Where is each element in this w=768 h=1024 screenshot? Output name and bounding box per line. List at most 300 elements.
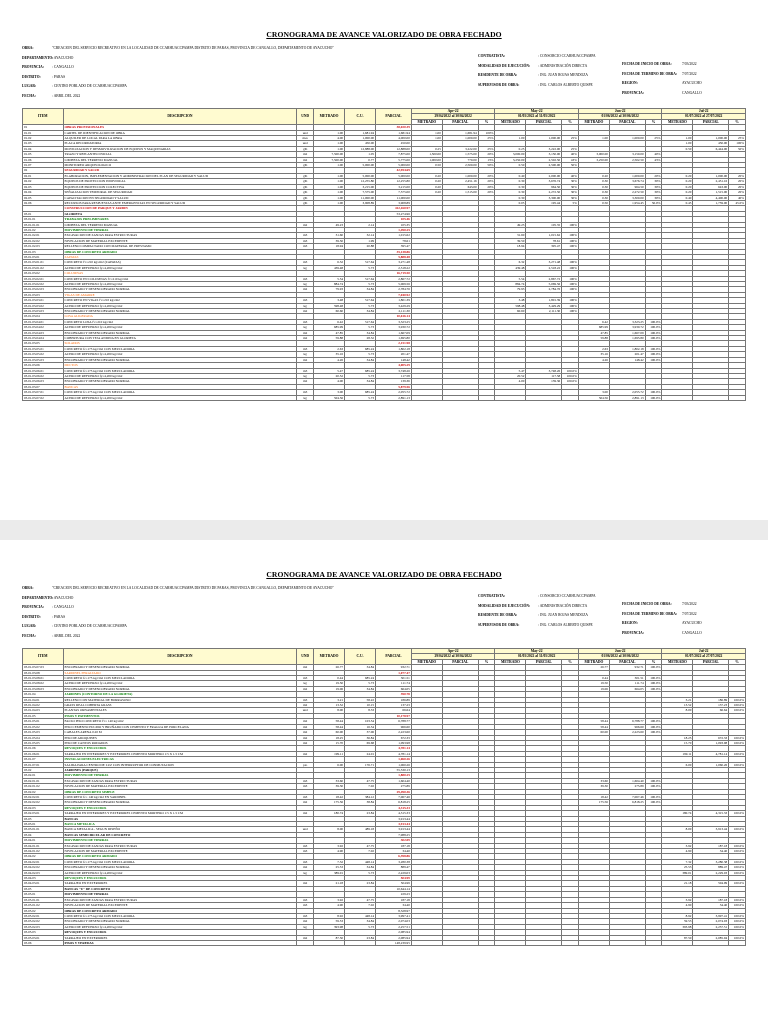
metrado: 1.00	[314, 163, 345, 168]
description: TARRAJEO EN EXTERIORES	[63, 881, 297, 886]
month-metrado: 60.00	[578, 730, 609, 735]
description: CONCRETO fc=175 kg/cm2 CON MEZCLADORA	[63, 346, 297, 351]
item-code: 03.02	[23, 767, 64, 772]
item-code: 03.01.06.01	[23, 751, 64, 756]
month-parcial: 643.00	[693, 184, 729, 189]
month-percent: 30%	[562, 190, 579, 195]
month-percent: 25%	[478, 136, 495, 141]
description: ACERO DE REFUERZO fy=4,200 kg/cm2	[63, 352, 297, 357]
month-parcial: 2,451.16	[693, 179, 729, 184]
item-code: 03.05.03.01	[23, 935, 64, 940]
meta-value: 7/07/2022	[682, 611, 697, 616]
month-parcial: 2,229.03	[693, 870, 729, 875]
month-metrado: 19.50	[578, 681, 609, 686]
parcial: 4,315.33	[376, 805, 412, 810]
meta-row	[22, 605, 74, 609]
metrado: 180.74	[314, 811, 345, 816]
unit: m2	[297, 686, 314, 691]
month-metrado: 20.52	[495, 373, 526, 378]
parcial: 966.60	[376, 724, 412, 729]
meta-label: FECHA DE TERMINO DE OBRA:	[622, 71, 678, 76]
parcial: 10,178.97	[376, 713, 412, 718]
month-header: Apr-22	[411, 109, 495, 114]
parcial: 187.18	[376, 843, 412, 848]
item-code: 03.03.01.01	[23, 827, 64, 832]
month-metrado: 175.56	[578, 800, 609, 805]
item-code: 03.01.03.03	[23, 292, 64, 297]
month-header: Jun-22	[578, 109, 661, 114]
item-code: 03.01.03.07.03	[23, 665, 64, 670]
month-parcial: 504.99	[693, 881, 729, 886]
month-percent: 100.0%	[645, 330, 662, 335]
month-metrado: 1.00	[411, 136, 442, 141]
unit: m2	[297, 735, 314, 740]
unit: kg	[297, 681, 314, 686]
parcial: 2,518.22	[376, 265, 412, 270]
month-metrado: 0.30	[495, 190, 526, 195]
description: REVOQUES Y ENLUCIDOS	[63, 930, 297, 935]
month-metrado: 3.48	[495, 298, 526, 303]
month-parcial: 1,000.00	[693, 136, 729, 141]
parcial: 7,988.25	[376, 832, 412, 837]
unit-cost: 5,000.00	[345, 173, 376, 178]
month-parcial: 4,400.00	[693, 195, 729, 200]
meta-label: FECHA DE INICIO DE OBRA:	[622, 602, 672, 606]
parcial: 4,005.29	[376, 363, 412, 368]
parcial: 3,429.29	[376, 303, 412, 308]
parcial: 5,879.56	[376, 384, 412, 389]
unit-cost: 685.24	[345, 390, 376, 395]
metrado	[314, 940, 345, 945]
description: OBRAS PROVISIONALES	[63, 125, 297, 130]
unit-cost: 5.73	[345, 352, 376, 357]
month-parcial: 2,502.50	[609, 157, 645, 162]
item-code: 03.01.03.06.03	[23, 379, 64, 384]
description: TARRAJEO EN INTERIORES Y EXTERIORES CEMENTO MORTERO 1:5 X 1.5 CM	[63, 811, 297, 816]
item-code: 03.01.03.05.02	[23, 352, 64, 357]
month-parcial: 1,000.00	[442, 136, 478, 141]
month-parcial: 2,867.72	[526, 276, 562, 281]
unit-cost: 0.77	[345, 157, 376, 162]
unit: m2	[297, 865, 314, 870]
parcial: 390.78	[376, 692, 412, 697]
meta-row	[22, 75, 65, 79]
meta-row	[478, 594, 596, 598]
parcial: 29,490.36	[376, 789, 412, 794]
description: PISOS Y VEREDAS	[63, 940, 297, 945]
parcial: 6,818.25	[376, 800, 412, 805]
metrado: 3.92	[314, 897, 345, 902]
month-parcial: 3,930.72	[609, 325, 645, 330]
month-parcial: 889.47	[693, 865, 729, 870]
unit: m2	[297, 152, 314, 157]
item-code: 03.01.03.04	[23, 314, 64, 319]
parcial: 275.89	[376, 784, 412, 789]
meta-value: : ADMINISTRACIÓN DIRECTA	[538, 603, 588, 608]
month-parcial: 2,272.50	[609, 190, 645, 195]
metrado: 18.25	[314, 735, 345, 740]
parcial: 10,644.14	[376, 886, 412, 891]
unit-cost: 5.73	[345, 924, 376, 929]
month-parcial: 4,781.14	[693, 751, 729, 756]
month-percent: 100.0%	[729, 762, 746, 767]
metrado: 33.60	[314, 778, 345, 783]
description: JARDINES (CONTORNO DE LA GLORIETA)	[63, 692, 297, 697]
month-percent: 30%	[645, 190, 662, 195]
month-parcial: 2,000.00	[526, 173, 562, 178]
item-code: 03.01.04.03	[23, 708, 64, 713]
description: LOSA ALIGERADA	[63, 314, 297, 319]
month-parcial: 2,502.50	[526, 157, 562, 162]
parcial: 395.47	[376, 244, 412, 249]
meta-label: DISTRITO:	[22, 74, 41, 79]
item-code: 03.01.03.01	[23, 254, 64, 259]
month-percent: 20%	[729, 184, 746, 189]
unit-cost: 103.54	[345, 719, 376, 724]
month-parcial: 1,802.18	[609, 346, 645, 351]
month-metrado: 1,500.00	[411, 152, 442, 157]
month-metrado: 3.21	[662, 697, 693, 702]
parcial: 5,000.00	[376, 173, 412, 178]
unit-cost: 47.75	[345, 778, 376, 783]
meta-value: : PARAS	[52, 614, 66, 619]
description: MOVIMIENTO DE TIERRAS	[63, 892, 297, 897]
table-row	[23, 940, 746, 945]
meta-row	[22, 46, 334, 50]
meta-row	[22, 615, 65, 619]
month-metrado	[411, 940, 442, 945]
meta-row	[22, 56, 73, 60]
month-percent: 100.0%	[729, 870, 746, 875]
unit-cost: 685.24	[345, 676, 376, 681]
unit: m2	[297, 222, 314, 227]
month-metrado: 393.98	[662, 924, 693, 929]
unit-cost: 36.84	[345, 735, 376, 740]
month-parcial: 6,788.77	[609, 719, 645, 724]
month-metrado: 60.60	[495, 309, 526, 314]
metrado: 59.53	[314, 919, 345, 924]
subcolumn-header: PARCIAL	[693, 659, 729, 664]
month-metrado: 0.30	[578, 195, 609, 200]
month-metrado: 3,000.00	[495, 152, 526, 157]
month-parcial: 186.89	[693, 697, 729, 702]
description: TRABAJOS PRELIMINARES	[63, 217, 297, 222]
month-percent: 100.0%	[645, 390, 662, 395]
unit: m2	[297, 357, 314, 362]
meta-row	[478, 73, 588, 77]
month-range: 01/07/2022 al 27/07/2022	[662, 114, 746, 119]
description: ACERO DE REFUERZO fy=4,200 kg/cm2	[63, 681, 297, 686]
month-parcial: 5,069.56	[526, 282, 562, 287]
unit: m3	[297, 346, 314, 351]
month-metrado: 31.60	[495, 233, 526, 238]
month-percent: 43%	[562, 157, 579, 162]
month-percent: 25%	[729, 136, 746, 141]
unit: m3	[297, 676, 314, 681]
month-parcial: 2,257.51	[693, 924, 729, 929]
meta-label: PROVINCIA:	[622, 630, 644, 635]
item-code: 03.01.03.03.01	[23, 298, 64, 303]
month-parcial: 34.40	[693, 903, 729, 908]
metrado: 439.48	[314, 265, 345, 270]
month-percent: 100%	[562, 260, 579, 265]
month-range: 01/06/2022 al 30/06/2022	[578, 114, 661, 119]
meta-row	[622, 62, 697, 66]
unit: glb	[297, 163, 314, 168]
unit-cost: 176.71	[345, 762, 376, 767]
description: FALSO PISO CONCRETO f'c= 140 kg/cm2	[63, 719, 297, 724]
parcial: 137.23	[376, 703, 412, 708]
month-percent: 100.0%	[729, 881, 746, 886]
meta-row	[22, 596, 73, 600]
month-metrado: 0.05	[495, 200, 526, 205]
description: ENCOFRADO Y DESENCOFRADO NORMAL	[63, 309, 297, 314]
unit: m2	[297, 703, 314, 708]
meta-label: PROVINCIA:	[22, 605, 44, 610]
unit-cost: 20.88	[345, 244, 376, 249]
month-metrado: 0.50	[662, 146, 693, 151]
month-percent: 20%	[478, 173, 495, 178]
item-code: 03.04.02.03	[23, 870, 64, 875]
parcial: 1,015.62	[376, 233, 412, 238]
month-metrado: 7.32	[662, 859, 693, 864]
month-parcial: 1,667.09	[609, 330, 645, 335]
month-percent: 100.0%	[645, 724, 662, 729]
description: CAPACITACION EN SEGURIDAD Y SALUD	[63, 195, 297, 200]
subcolumn-header: PARCIAL	[526, 659, 562, 664]
month-metrado: 21.18	[662, 881, 693, 886]
unit-cost: 5.73	[345, 303, 376, 308]
parcial: 2,784.76	[376, 287, 412, 292]
unit-cost: 5.73	[345, 282, 376, 287]
description: TARRAJEO EN EXTERIORES	[63, 935, 297, 940]
month-percent: 100.0%	[729, 849, 746, 854]
month-parcial: 3,913.44	[693, 827, 729, 832]
metrado-header: METRADO	[314, 649, 345, 665]
month-percent: 30%	[645, 184, 662, 189]
meta-row	[22, 634, 80, 638]
unit: kg	[297, 924, 314, 929]
meta-value: : ING. CARLOS ALBERTO QUISPE	[538, 622, 593, 627]
unit-cost: 5.73	[345, 373, 376, 378]
parcial: 111.74	[376, 681, 412, 686]
description: ELABORACION, IMPLEMENTACION Y ADMINISTRACION DEL PLAN DE SEGURIDAD Y SALUD	[63, 173, 297, 178]
item-code: 03.01	[23, 211, 64, 216]
meta-row	[478, 83, 593, 87]
unit-cost: 34.84	[345, 309, 376, 314]
month-metrado: 15.70	[662, 740, 693, 745]
month-percent: 20%	[729, 179, 746, 184]
month-percent: 43%	[645, 157, 662, 162]
meta-row	[622, 602, 697, 606]
unit-cost: 2.14	[345, 222, 376, 227]
month-metrado: 39.30	[578, 784, 609, 789]
unit-cost: 384.12	[345, 794, 376, 799]
unit-cost: 34.84	[345, 665, 376, 670]
unit: m3	[297, 897, 314, 902]
month-metrado: 0.40	[662, 195, 693, 200]
item-code: 03.01.04.01	[23, 697, 64, 702]
metrado: 31.60	[314, 233, 345, 238]
month-percent: 30%	[562, 195, 579, 200]
parcial: 1,695.80	[376, 336, 412, 341]
parcial: 7,040.92	[376, 292, 412, 297]
item-code: 03.01.03.05.01	[23, 346, 64, 351]
unit-cost: 12,888.00	[345, 146, 376, 151]
description: CONCRETO EN COLUMNAS f'c=210 kg/cm2	[63, 276, 297, 281]
month-metrado: 0.30	[495, 195, 526, 200]
month-percent: 100.0%	[645, 719, 662, 724]
unit: m3	[297, 319, 314, 324]
unit: kg	[297, 395, 314, 400]
meta-label: SUPERVISOR DE OBRA:	[478, 82, 520, 87]
description: ACERO DE REFUERZO fy=4,200 kg/cm2	[63, 265, 297, 270]
meta-value: "CREACION DEL SERVICIO RECREATIVO EN LA LOCALIDAD DE CCARHUACCPAMPA DISTRITO DE PARAS, PROVINCIA DE CANGALLO, DEPARTAMENTO DE AYACUCHO"	[52, 586, 334, 590]
month-metrado: 3,000.00	[578, 152, 609, 157]
subcolumn-header: PARCIAL	[526, 119, 562, 124]
month-percent: 20%	[478, 184, 495, 189]
unit: m2	[297, 336, 314, 341]
metrado: 1.00	[314, 200, 345, 205]
parcial: 2,085.94	[376, 930, 412, 935]
month-metrado: 59.53	[662, 919, 693, 924]
parcial: 4,781.14	[376, 746, 412, 751]
meta-value: : ADMINISTRACIÓN DIRECTA	[538, 63, 588, 68]
month-parcial: 2,784.76	[526, 287, 562, 292]
item-code: 03.01.04.02	[23, 703, 64, 708]
month-parcial	[693, 940, 729, 945]
month-metrado	[578, 940, 609, 945]
meta-label: DEPARTAMENTO:	[22, 595, 54, 600]
item-code: 03.01.05.04	[23, 735, 64, 740]
parcial: 2,867.72	[376, 276, 412, 281]
month-parcial: 964.50	[609, 184, 645, 189]
parcial: 664.05	[376, 686, 412, 691]
month-parcial	[609, 940, 645, 945]
month-percent: 100.0%	[645, 325, 662, 330]
month-parcial: 3,429.29	[526, 303, 562, 308]
month-parcial	[442, 940, 478, 945]
meta-value: : CONSORCIO CCARHUACCPAMPA	[538, 54, 596, 58]
unit: m3	[297, 843, 314, 848]
month-metrado: 0.50	[411, 163, 442, 168]
metrado: 87.50	[314, 935, 345, 940]
unit-cost: 5.73	[345, 870, 376, 875]
item-header: ITEM	[23, 649, 64, 665]
item-code: 03.01.03.04.02	[23, 325, 64, 330]
parcial: 105.35	[376, 222, 412, 227]
month-parcial: 3,748.26	[526, 368, 562, 373]
meta-value: : ING. CARLOS ALBERTO QUISPE	[538, 82, 593, 87]
month-percent	[562, 940, 579, 945]
unit: m3	[297, 244, 314, 249]
page-title: CRONOGRAMA DE AVANCE VALORIZADO DE OBRA FECHADO	[266, 570, 502, 579]
unit: glb	[297, 195, 314, 200]
month-metrado: 0.20	[411, 173, 442, 178]
description: BANCAS	[63, 816, 297, 821]
unit: m2	[297, 287, 314, 292]
meta-row	[478, 623, 593, 627]
month-parcial: 137.23	[693, 703, 729, 708]
month-percent: 100.0%	[645, 319, 662, 324]
month-percent	[729, 395, 746, 400]
month-percent: 20%	[729, 173, 746, 178]
month-metrado: 5.47	[495, 368, 526, 373]
month-metrado: 87.50	[662, 935, 693, 940]
month-percent	[478, 395, 495, 400]
metrado: 0.44	[314, 676, 345, 681]
parcial: 148.42	[376, 357, 412, 362]
description: COLUMNAS	[63, 271, 297, 276]
unit-cost: 517.64	[345, 298, 376, 303]
item-code: 03.04.03.01	[23, 881, 64, 886]
month-percent: 25%	[478, 146, 495, 151]
month-percent: 100%	[562, 233, 579, 238]
month-parcial: 2,074.03	[693, 919, 729, 924]
metrado: 504.56	[314, 395, 345, 400]
item-code: 03.01.03.05.03	[23, 357, 64, 362]
parcial: 2,085.94	[376, 935, 412, 940]
month-percent: 100.0%	[729, 897, 746, 902]
unit-header: UND	[297, 109, 314, 125]
month-parcial: 34.40	[693, 849, 729, 854]
month-percent: 100%	[562, 244, 579, 249]
item-code: 03.05.02.03	[23, 924, 64, 929]
item-code: 03.05.01	[23, 892, 64, 897]
parcial: 38,020.39	[376, 125, 412, 130]
metrado: 15.70	[314, 740, 345, 745]
month-percent: 5%	[562, 200, 579, 205]
month-metrado: 25.53	[662, 865, 693, 870]
month-range: 01/06/2022 al 30/06/2022	[578, 654, 661, 659]
month-parcial: 1,000.00	[442, 173, 478, 178]
subcolumn-header: %	[478, 119, 495, 124]
item-code: 03.04.01	[23, 838, 64, 843]
month-percent: 100.0%	[729, 740, 746, 745]
unit: m2	[297, 665, 314, 670]
parcial: 139.36	[376, 379, 412, 384]
item-code: 03.01.01.01	[23, 222, 64, 227]
metrado: 58.44	[314, 724, 345, 729]
month-parcial: 6,444.00	[693, 146, 729, 151]
metrado: 6.32	[314, 260, 345, 265]
metrado: 1.00	[314, 173, 345, 178]
month-metrado: 3.92	[662, 897, 693, 902]
month-parcial: 1,801.39	[526, 298, 562, 303]
metrado: 7.32	[314, 859, 345, 864]
subcolumn-header: METRADO	[662, 119, 693, 124]
month-metrado: 3,250.00	[578, 157, 609, 162]
month-percent: 100.0%	[645, 676, 662, 681]
meta-row	[478, 604, 587, 608]
month-percent	[729, 940, 746, 945]
month-percent	[478, 940, 495, 945]
unit: m3	[297, 390, 314, 395]
parcial: 672.33	[376, 735, 412, 740]
month-percent: 40%	[645, 152, 662, 157]
month-percent: 100.0%	[729, 827, 746, 832]
month-parcial: 4,315.33	[693, 811, 729, 816]
item-code: 02	[23, 168, 64, 173]
subcolumn-header: %	[645, 119, 662, 124]
description: MONITOREO ARQUEOLOGICO	[63, 163, 297, 168]
month-metrado: 39.50	[495, 238, 526, 243]
subcolumn-header: METRADO	[578, 659, 609, 664]
parcial: 3,997.41	[376, 913, 412, 918]
description: EXCAVACION DE ZANJAS PARA ESTRUCTURAS	[63, 233, 297, 238]
unit-cost: 16.54	[345, 724, 376, 729]
metrado: 3.21	[314, 697, 345, 702]
